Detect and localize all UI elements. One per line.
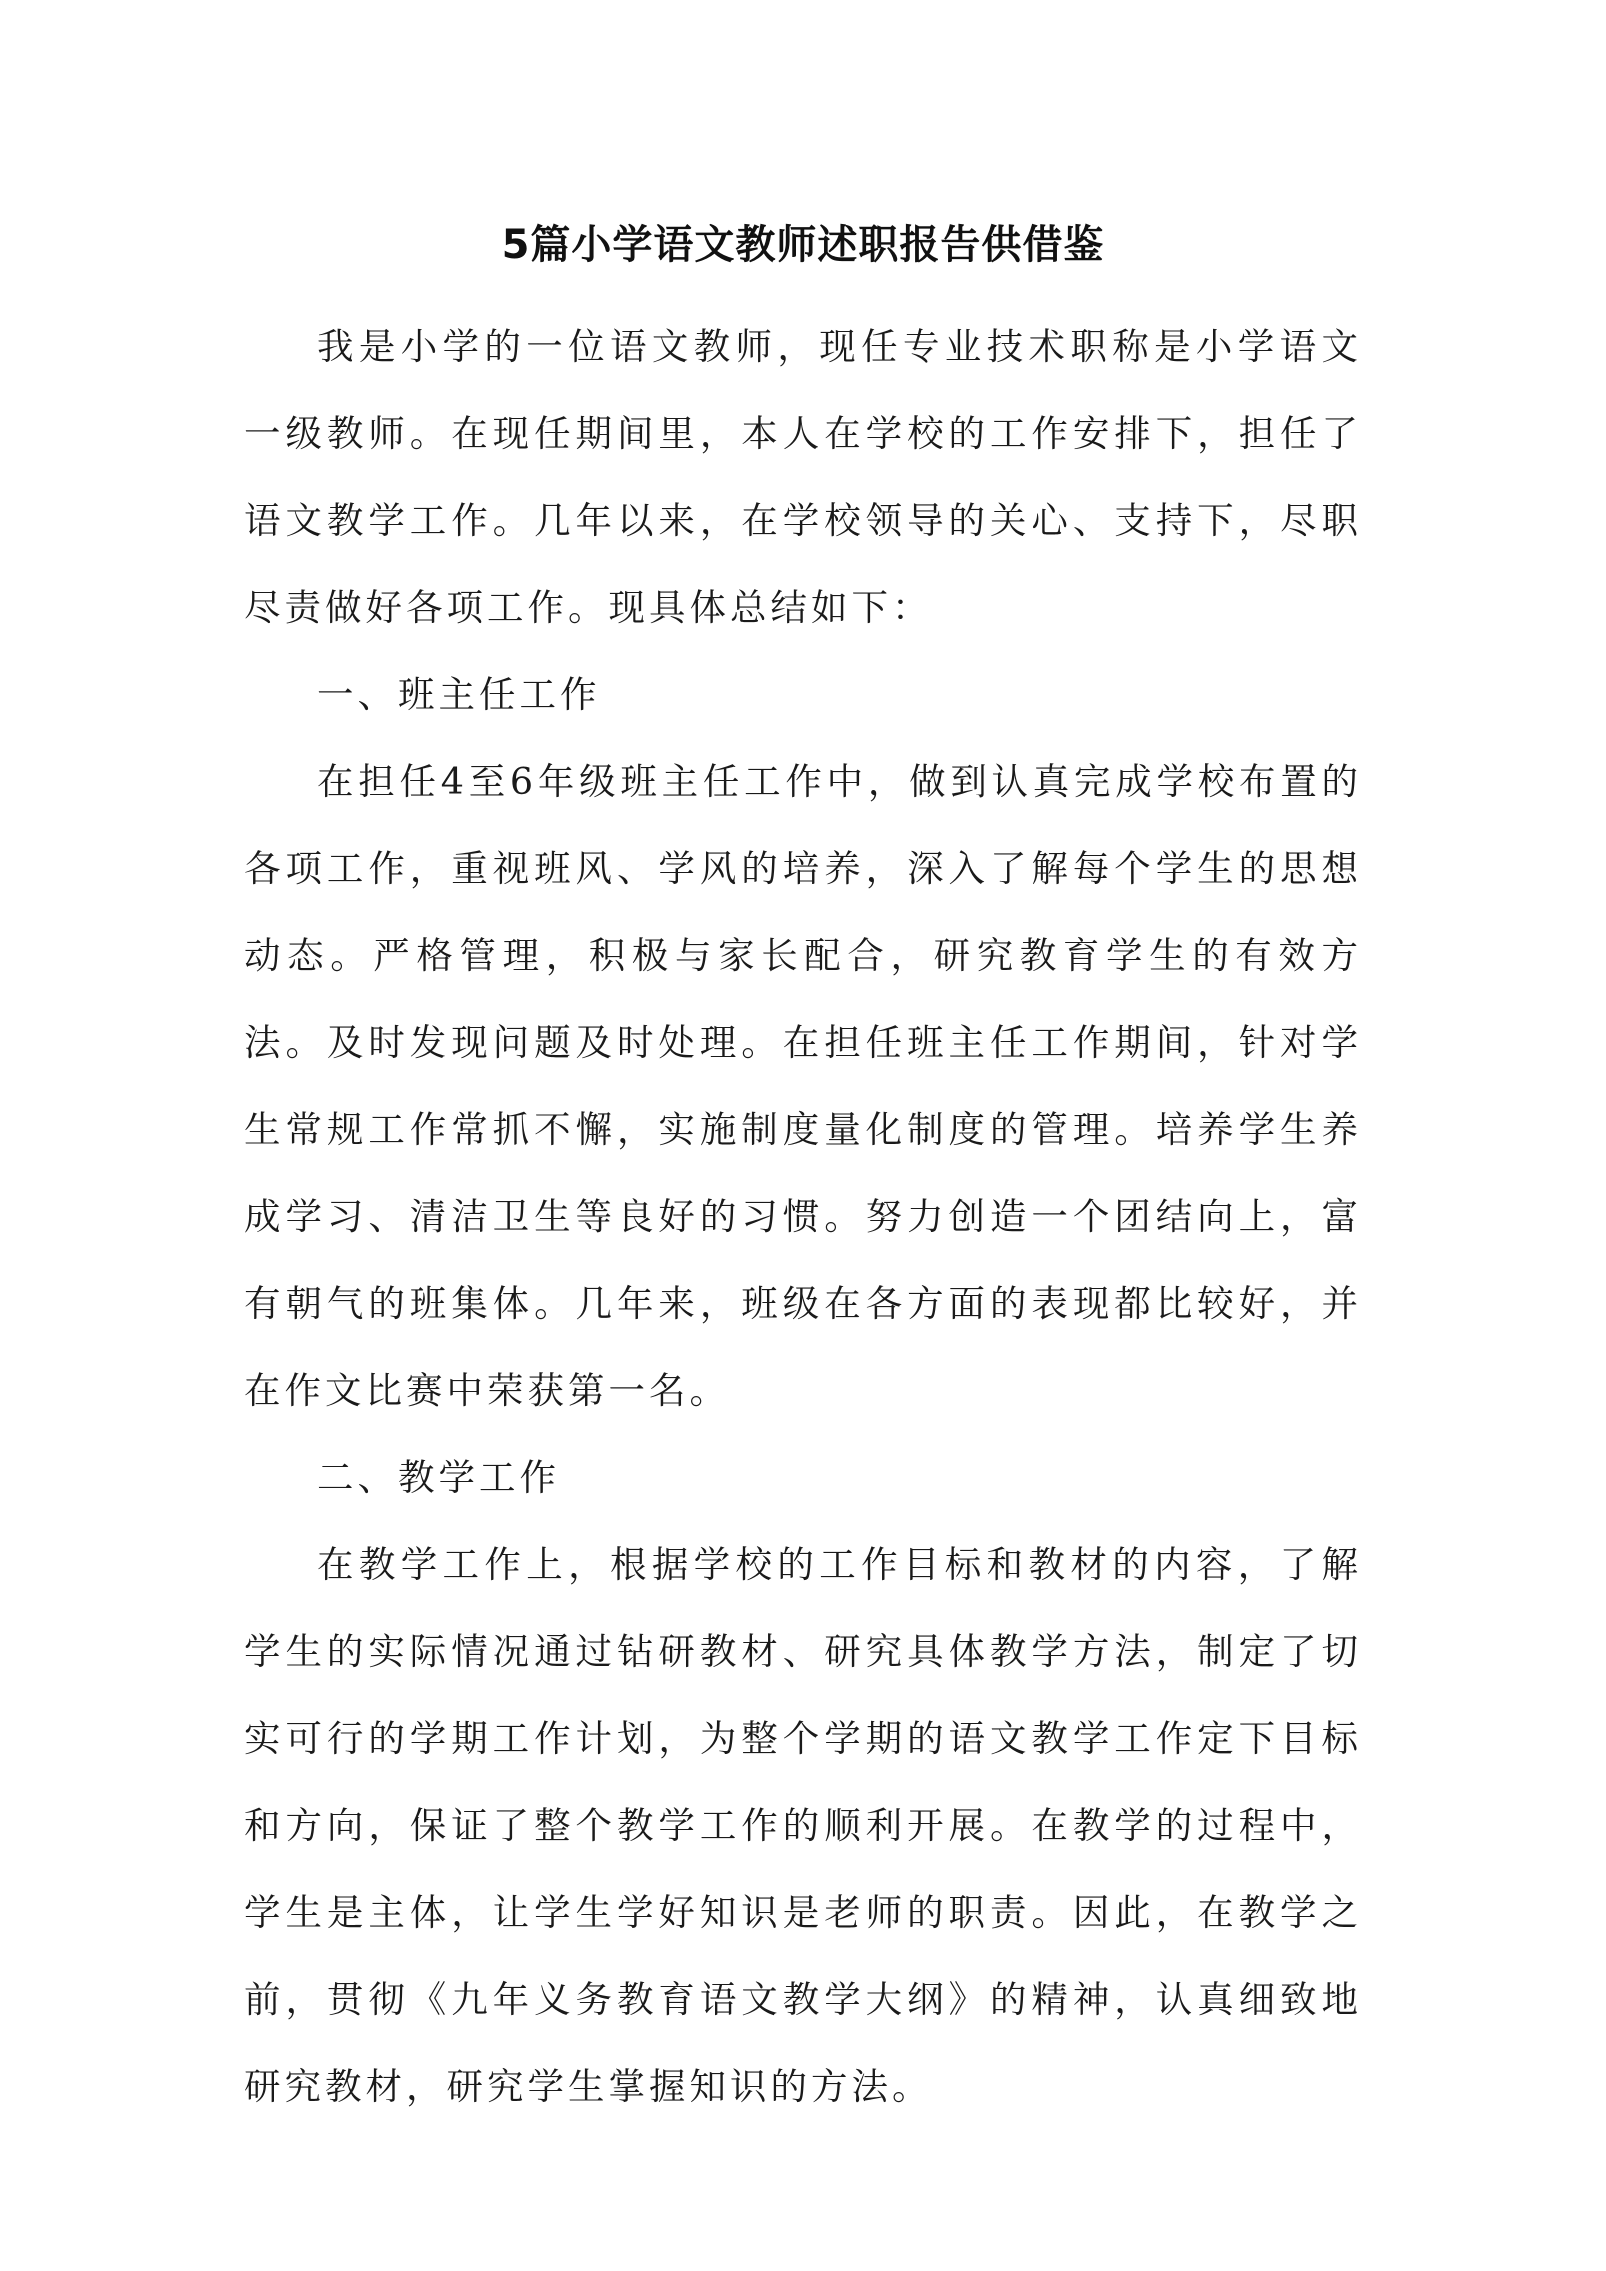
document-body xyxy=(244,205,1362,2130)
intro-paragraph: 我是小学的一位语文教师，现任专业技术职称是小学语文一级教师。在现任期间里，本人在学校的工作安排下，担任了语文教学工作。几年以来，在学校领导的关心、支持下，尽职尽责做好各项工作。现具体总结如下： xyxy=(244,325,1362,629)
section-heading-teaching: 二、教学工作 xyxy=(317,1456,560,1499)
section-heading-homeroom: 一、班主任工作 xyxy=(317,673,601,716)
homeroom-paragraph: 在担任4至6年级班主任工作中，做到认真完成学校布置的各项工作，重视班风、学风的培养，深入了解每个学生的思想动态。严格管理，积极与家长配合，研究教育学生的有效方法。及时发现问题及时处理。在担任班主任工作期间，针对学生常规工作常抓不懈，实施制度量化制度的管理。培养学生养成学习、清洁卫生等良好的习惯。努力创造一个团结向上，富有朝气的班集体。几年来，班级在各方面的表现都比较好，并在作文比赛中荣获第一名。 xyxy=(244,760,1362,1412)
document-title: 5篇小学语文教师述职报告供借鉴 xyxy=(501,222,1105,268)
teaching-paragraph: 在教学工作上，根据学校的工作目标和教材的内容，了解学生的实际情况通过钻研教材、研究具体教学方法，制定了切实可行的学期工作计划，为整个学期的语文教学工作定下目标和方向，保证了整个教学工作的顺利开展。在教学的过程中，学生是主体，让学生学好知识是老师的职责。因此，在教学之前，贯彻《九年义务教育语文教学大纲》的精神，认真细致地研究教材，研究学生掌握知识的方法。 xyxy=(244,1543,1362,2108)
